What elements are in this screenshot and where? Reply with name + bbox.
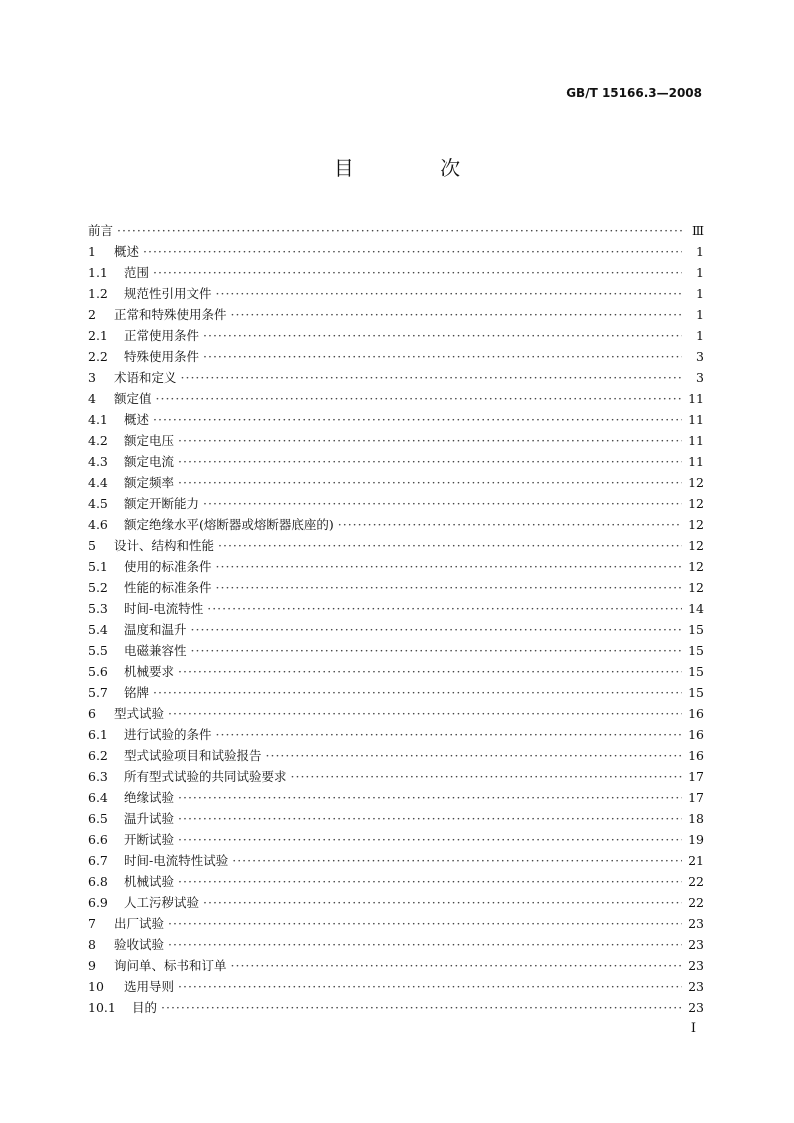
toc-entry[interactable]	[88, 850, 704, 871]
toc-entry-page: 17	[688, 790, 704, 805]
toc-leader-dots	[216, 556, 682, 577]
toc-entry[interactable]	[88, 871, 704, 892]
toc-entry-number: 5.1	[88, 559, 108, 574]
toc-entry-page: 3	[696, 370, 704, 385]
toc-entry-label: 机械要求	[124, 664, 175, 679]
toc-entry-page: 19	[688, 832, 704, 847]
toc-entry[interactable]	[88, 808, 704, 829]
toc-entry-number: 4	[88, 391, 96, 406]
toc-entry-page: 16	[688, 727, 704, 742]
standard-code: GB/T 15166.3—2008	[566, 86, 702, 100]
toc-entry-label: 术语和定义	[114, 370, 177, 385]
toc-entry-number: 2.1	[88, 328, 108, 343]
toc-leader-dots	[216, 577, 682, 598]
toc-entry-page: 23	[688, 916, 704, 931]
toc-leader-dots	[216, 283, 682, 304]
toc-entry-number: 4.4	[88, 475, 108, 490]
toc-entry-number: 10	[88, 979, 104, 994]
toc-entry-label: 电磁兼容性	[124, 643, 187, 658]
toc-leader-dots	[143, 241, 682, 262]
toc-leader-dots	[191, 640, 682, 661]
toc-entry-label: 额定绝缘水平(熔断器或熔断器底座的)	[124, 517, 334, 532]
toc-entry-page: 11	[688, 433, 704, 448]
toc-leader-dots	[117, 220, 682, 241]
toc-leader-dots	[178, 808, 682, 829]
toc-entry-page: 12	[688, 559, 704, 574]
toc-entry[interactable]	[88, 892, 704, 913]
toc-leader-dots	[203, 892, 682, 913]
toc-entry[interactable]	[88, 556, 704, 577]
toc-leader-dots	[153, 409, 682, 430]
toc-entry-number: 6.3	[88, 769, 108, 784]
toc-entry[interactable]	[88, 346, 704, 367]
toc-entry-label: 前言	[88, 223, 114, 238]
toc-entry[interactable]	[88, 787, 704, 808]
toc-entry-number: 5.6	[88, 664, 108, 679]
toc-leader-dots	[161, 997, 682, 1018]
toc-entry[interactable]	[88, 829, 704, 850]
toc-entry[interactable]	[88, 598, 704, 619]
toc-leader-dots	[203, 325, 682, 346]
toc-entry[interactable]	[88, 703, 704, 724]
toc-entry-number: 5.4	[88, 622, 108, 637]
toc-entry-number: 6.8	[88, 874, 108, 889]
toc-entry-number: 6.4	[88, 790, 108, 805]
toc-entry-page: 17	[688, 769, 704, 784]
toc-entry-label: 正常和特殊使用条件	[114, 307, 227, 322]
toc-entry-page: 23	[688, 979, 704, 994]
toc-entry[interactable]	[88, 493, 704, 514]
toc-entry-number: 2	[88, 307, 96, 322]
toc-entry-label: 时间-电流特性	[124, 601, 204, 616]
toc-entry-page: 21	[688, 853, 704, 868]
toc-entry[interactable]	[88, 997, 704, 1018]
toc-entry-number: 6	[88, 706, 96, 721]
toc-entry-label: 型式试验	[114, 706, 165, 721]
toc-leader-dots	[266, 745, 682, 766]
toc-entry-label: 目的	[132, 1000, 158, 1015]
toc-entry-label: 绝缘试验	[124, 790, 175, 805]
toc-entry[interactable]	[88, 976, 704, 997]
toc-entry[interactable]	[88, 451, 704, 472]
toc-leader-dots	[232, 850, 682, 871]
toc-entry[interactable]	[88, 934, 704, 955]
toc-entry[interactable]	[88, 304, 704, 325]
toc-entry[interactable]	[88, 745, 704, 766]
toc-entry-label: 额定电压	[124, 433, 175, 448]
toc-entry-number: 8	[88, 937, 96, 952]
toc-entry-page: 12	[688, 538, 704, 553]
toc-entry-number: 7	[88, 916, 96, 931]
toc-entry-label: 询问单、标书和订单	[114, 958, 227, 973]
toc-entry-label: 时间-电流特性试验	[124, 853, 229, 868]
toc-entry-page: 1	[696, 244, 704, 259]
toc-entry-label: 所有型式试验的共同试验要求	[124, 769, 287, 784]
toc-entry[interactable]	[88, 724, 704, 745]
toc-entry-page: 1	[696, 307, 704, 322]
toc-entry-number: 5.3	[88, 601, 108, 616]
toc-entry-page: 15	[688, 643, 704, 658]
toc-entry-page: 15	[688, 622, 704, 637]
toc-entry-page: 23	[688, 958, 704, 973]
toc-leader-dots	[178, 829, 682, 850]
toc-entry[interactable]	[88, 577, 704, 598]
toc-leader-dots	[191, 619, 682, 640]
toc-entry[interactable]	[88, 430, 704, 451]
toc-entry[interactable]	[88, 619, 704, 640]
toc-entry[interactable]	[88, 535, 704, 556]
toc-leader-dots	[156, 388, 682, 409]
toc-leader-dots	[178, 661, 682, 682]
page-title: 目 次	[333, 156, 501, 180]
toc-entry-page: 1	[696, 265, 704, 280]
toc-entry[interactable]	[88, 640, 704, 661]
toc-entry-page: 1	[696, 286, 704, 301]
toc-entry-number: 5.2	[88, 580, 108, 595]
toc-entry-label: 额定电流	[124, 454, 175, 469]
toc-entry-number: 6.6	[88, 832, 108, 847]
toc-entry-label: 正常使用条件	[124, 328, 200, 343]
toc-leader-dots	[207, 598, 682, 619]
toc-entry-number: 1.1	[88, 265, 108, 280]
toc-entry-page: 12	[688, 517, 704, 532]
toc-entry-label: 进行试验的条件	[124, 727, 212, 742]
toc-entry-number: 6.9	[88, 895, 108, 910]
toc-entry-label: 型式试验项目和试验报告	[124, 748, 262, 763]
toc-entry-page: 16	[688, 706, 704, 721]
toc-entry-number: 5.7	[88, 685, 108, 700]
toc-leader-dots	[178, 976, 682, 997]
toc-entry-page: 18	[688, 811, 704, 826]
toc-leader-dots	[338, 514, 682, 535]
toc-leader-dots	[203, 493, 682, 514]
toc-entry[interactable]	[88, 913, 704, 934]
toc-leader-dots	[231, 955, 682, 976]
toc-entry-label: 额定开断能力	[124, 496, 200, 511]
toc-entry-label: 额定频率	[124, 475, 175, 490]
toc-leader-dots	[178, 430, 682, 451]
toc-entry[interactable]	[88, 220, 704, 241]
toc-entry-label: 范围	[124, 265, 150, 280]
toc-entry-number: 1.2	[88, 286, 108, 301]
toc-entry[interactable]	[88, 766, 704, 787]
toc-entry-label: 特殊使用条件	[124, 349, 200, 364]
toc-entry-page: 14	[688, 601, 704, 616]
toc-entry-page: Ⅲ	[691, 223, 704, 238]
toc-entry[interactable]	[88, 262, 704, 283]
toc-entry-label: 温升试验	[124, 811, 175, 826]
toc-entry-page: 3	[696, 349, 704, 364]
toc-leader-dots	[218, 535, 682, 556]
toc-entry-number: 6.1	[88, 727, 108, 742]
toc-entry-number: 6.5	[88, 811, 108, 826]
toc-entry-label: 验收试验	[114, 937, 165, 952]
toc-entry-label: 开断试验	[124, 832, 175, 847]
toc-entry-number: 9	[88, 958, 96, 973]
toc-entry-label: 额定值	[114, 391, 152, 406]
toc-entry-number: 5	[88, 538, 96, 553]
toc-entry-page: 12	[688, 580, 704, 595]
toc-leader-dots	[168, 703, 682, 724]
toc-entry-number: 4.3	[88, 454, 108, 469]
toc-entry-number: 4.2	[88, 433, 108, 448]
toc-leader-dots	[203, 346, 682, 367]
toc-leader-dots	[153, 682, 682, 703]
toc-entry-label: 概述	[114, 244, 140, 259]
toc-entry-label: 温度和温升	[124, 622, 187, 637]
toc-entry-number: 6.7	[88, 853, 108, 868]
toc-entry-number: 4.6	[88, 517, 108, 532]
toc-entry[interactable]	[88, 409, 704, 430]
toc-leader-dots	[181, 367, 682, 388]
toc-entry-page: 22	[688, 874, 704, 889]
toc-entry[interactable]	[88, 514, 704, 535]
toc-entry-label: 出厂试验	[114, 916, 165, 931]
toc-entry-page: 15	[688, 664, 704, 679]
toc-entry-label: 性能的标准条件	[124, 580, 212, 595]
page-number: I	[690, 1021, 696, 1036]
toc-leader-dots	[178, 451, 682, 472]
toc-entry-page: 12	[688, 475, 704, 490]
toc-leader-dots	[168, 934, 682, 955]
toc-entry[interactable]	[88, 661, 704, 682]
toc-leader-dots	[178, 871, 682, 892]
toc-entry-number: 5.5	[88, 643, 108, 658]
toc-entry-label: 使用的标准条件	[124, 559, 212, 574]
toc-entry-page: 11	[688, 391, 704, 406]
toc-entry-page: 12	[688, 496, 704, 511]
toc-entry-page: 23	[688, 937, 704, 952]
toc-entry-label: 规范性引用文件	[124, 286, 212, 301]
toc-entry-page: 22	[688, 895, 704, 910]
toc-entry-label: 机械试验	[124, 874, 175, 889]
toc-leader-dots	[291, 766, 682, 787]
toc-entry[interactable]	[88, 325, 704, 346]
toc-entry-number: 4.1	[88, 412, 108, 427]
toc-leader-dots	[168, 913, 682, 934]
toc-entry-label: 概述	[124, 412, 150, 427]
toc-entry-number: 3	[88, 370, 96, 385]
toc-entry-number: 10.1	[88, 1000, 116, 1015]
toc-entry[interactable]	[88, 682, 704, 703]
toc-leader-dots	[178, 787, 682, 808]
toc-entry[interactable]	[88, 283, 704, 304]
toc-entry[interactable]	[88, 388, 704, 409]
toc-entry-page: 15	[688, 685, 704, 700]
toc-entry-page: 1	[696, 328, 704, 343]
toc-entry-number: 4.5	[88, 496, 108, 511]
toc-leader-dots	[231, 304, 682, 325]
toc-entry[interactable]	[88, 241, 704, 262]
toc-entry-number: 1	[88, 244, 96, 259]
toc-leader-dots	[153, 262, 682, 283]
toc-entry-label: 选用导则	[124, 979, 175, 994]
toc-leader-dots	[178, 472, 682, 493]
toc-entry-page: 11	[688, 412, 704, 427]
toc-entry[interactable]	[88, 472, 704, 493]
table-of-contents	[88, 220, 704, 1018]
toc-entry[interactable]	[88, 955, 704, 976]
toc-entry-number: 6.2	[88, 748, 108, 763]
toc-leader-dots	[216, 724, 682, 745]
toc-entry-label: 设计、结构和性能	[114, 538, 215, 553]
toc-entry-page: 16	[688, 748, 704, 763]
toc-entry[interactable]	[88, 367, 704, 388]
toc-entry-page: 23	[688, 1000, 704, 1015]
toc-entry-label: 人工污秽试验	[124, 895, 200, 910]
toc-entry-label: 铭牌	[124, 685, 150, 700]
toc-entry-page: 11	[688, 454, 704, 469]
toc-entry-number: 2.2	[88, 349, 108, 364]
